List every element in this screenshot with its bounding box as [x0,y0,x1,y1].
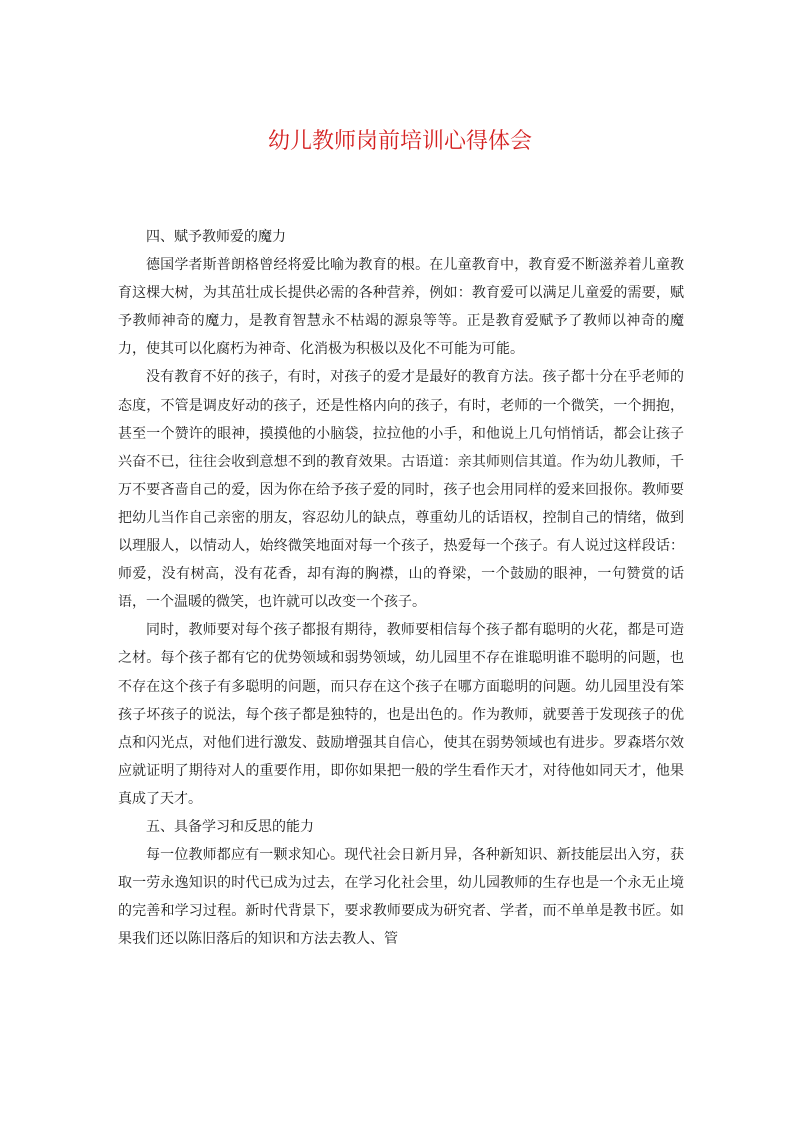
paragraph: 同时，教师要对每个孩子都报有期待，教师要相信每个孩子都有聪明的火花，都是可造之材。每个孩子都有它的优势领域和弱势领域，幼儿园里不存在谁聪明谁不聪明的问题，也不存在这个孩子有多聪明的问题，而只存在这个孩子在哪方面聪明的问题。幼儿园里没有笨孩子坏孩子的说法，每个孩子都是独特的，也是出色的。作为教师，就要善于发现孩子的优点和闪光点，对他们进行激发、鼓励增强其自信心，使其在弱势领域也有进步。罗森塔尔效应就证明了期待对人的重要作用，即你如果把一般的学生看作天才，对待他如同天才，他果真成了天才。 [118,622,684,807]
paragraph: 没有教育不好的孩子，有时，对孩子的爱才是最好的教育方法。孩子都十分在乎老师的态度，不管是调皮好动的孩子，还是性格内向的孩子，有时，老师的一个微笑，一个拥抱，甚至一个赞许的眼神，摸摸他的小脑袋，拉拉他的小手，和他说上几句悄悄话，都会让孩子兴奋不已，往往会收到意想不到的教育效果。古语道：亲其师则信其道。作为幼儿教师，千万不要吝啬自己的爱，因为你在给予孩子爱的同时，孩子也会用同样的爱来回报你。教师要把幼儿当作自己亲密的朋友，容忍幼儿的缺点，尊重幼儿的话语权，控制自己的情绪，做到以理服人，以情动人，始终微笑地面对每一个孩子，热爱每一个孩子。有人说过这样段话：师爱，没有树高，没有花香，却有海的胸襟，山的脊梁，一个鼓励的眼神，一句赞赏的话语，一个温暖的微笑，也许就可以改变一个孩子。 [118,369,684,611]
paragraph: 每一位教师都应有一颗求知心。现代社会日新月异，各种新知识、新技能层出入穷，获取一劳永逸知识的时代已成为过去，在学习化社会里，幼儿园教师的生存也是一个永无止境的完善和学习过程。新时代背景下，要求教师要成为研究者、学者，而不单单是教书匠。如果我们还以陈旧落后的知识和方法去教人、管 [118,847,684,948]
section-heading-5: 五、具备学习和反思的能力 [146,818,314,835]
paragraph: 德国学者斯普朗格曾经将爱比喻为教育的根。在儿童教育中，教育爱不断滋养着儿童教育这棵大树，为其茁壮成长提供必需的各种营养，例如：教育爱可以满足儿童爱的需要，赋予教师神奇的魔力，是教育智慧永不枯竭的源泉等等。正是教育爱赋予了教师以神奇的魔力，使其可以化腐朽为神奇、化消极为积极以及化不可能为可能。 [118,257,684,358]
document-title: 幼儿教师岗前培训心得体会 [267,129,532,154]
document-body [118,223,684,953]
section-heading-4: 四、赋予教师爱的魔力 [146,229,286,245]
